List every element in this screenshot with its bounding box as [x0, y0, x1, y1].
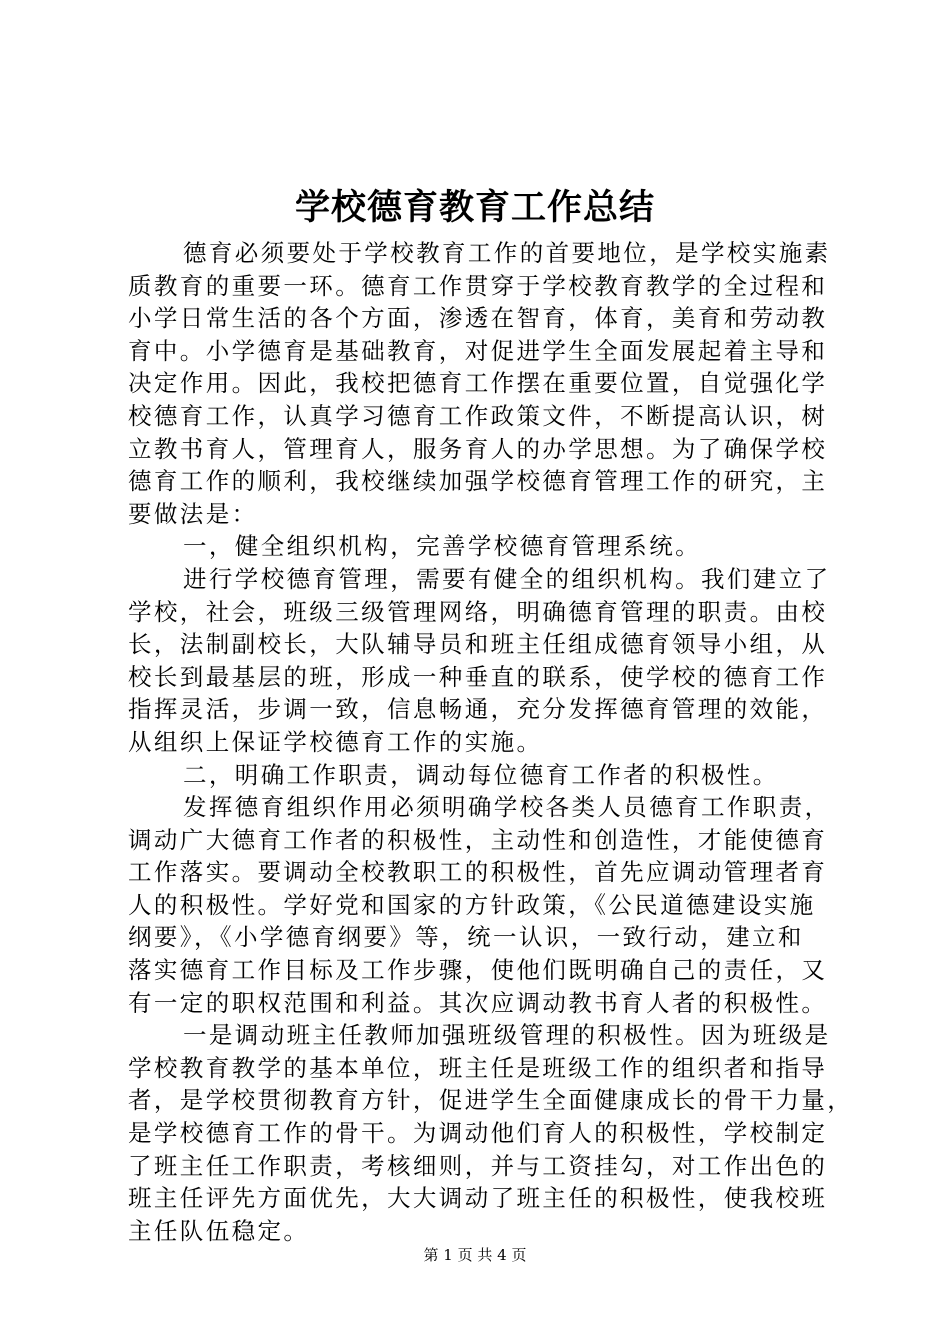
text-line: 人的积极性。学好党和国家的方针政策，《公民道德建设实施	[128, 890, 816, 919]
document-title: 学校德育教育工作总结	[294, 187, 655, 228]
text-line: 纲要》，《小学德育纲要》等，统一认识，一致行动，建立和	[128, 923, 804, 952]
text-line: 进行学校德育管理，需要有健全的组织机构。我们建立了	[183, 564, 831, 593]
text-line: 发挥德育组织作用必须明确学校各类人员德育工作职责，	[183, 793, 831, 822]
text-line: 学校，社会，班级三级管理网络，明确德育管理的职责。由校	[128, 597, 828, 626]
text-line: 德育工作的顺利，我校继续加强学校德育管理工作的研究，主	[128, 467, 828, 496]
text-line: 是学校德育工作的骨干。为调动他们育人的积极性，学校制定	[128, 1119, 828, 1148]
text-line: 指挥灵活，步调一致，信息畅通，充分发挥德育管理的效能，	[128, 695, 828, 724]
text-line: 主任队伍稳定。	[128, 1216, 310, 1245]
text-line: 工作落实。要调动全校教职工的积极性，首先应调动管理者育	[128, 858, 828, 887]
text-line: 决定作用。因此，我校把德育工作摆在重要位置，自觉强化学	[128, 369, 828, 398]
text-line: 二，明确工作职责，调动每位德育工作者的积极性。	[183, 760, 779, 789]
document-body	[128, 237, 854, 1247]
text-line: 要做法是：	[128, 499, 258, 528]
text-line: 学校教育教学的基本单位，班主任是班级工作的组织者和指导	[128, 1053, 828, 1082]
text-line: 班主任评先方面优先，大大调动了班主任的积极性，使我校班	[128, 1184, 828, 1213]
text-line: 一是调动班主任教师加强班级管理的积极性。因为班级是	[183, 1021, 831, 1050]
text-line: 调动广大德育工作者的积极性，主动性和创造性，才能使德育	[128, 825, 828, 854]
text-line: 落实德育工作目标及工作步骤，使他们既明确自己的责任，又	[128, 956, 828, 985]
text-line: 校长到最基层的班，形成一种垂直的联系，使学校的德育工作	[128, 662, 828, 691]
text-line: 小学日常生活的各个方面，渗透在智育，体育，美育和劳动教	[128, 304, 828, 333]
text-line: 立教书育人，管理育人，服务育人的办学思想。为了确保学校	[128, 434, 828, 463]
text-line: 育中。小学德育是基础教育，对促进学生全面发展起着主导和	[128, 336, 828, 365]
text-line: 从组织上保证学校德育工作的实施。	[128, 727, 543, 756]
text-line: 德育必须要处于学校教育工作的首要地位，是学校实施素	[183, 239, 831, 267]
text-line: 一，健全组织机构，完善学校德育管理系统。	[183, 532, 701, 561]
text-line: 校德育工作，认真学习德育工作政策文件，不断提高认识，树	[128, 401, 828, 430]
text-line: 质教育的重要一环。德育工作贯穿于学校教育教学的全过程和	[128, 271, 828, 300]
text-line: 者，是学校贯彻教育方针，促进学生全面健康成长的骨干力量，	[128, 1086, 854, 1115]
text-line: 了班主任工作职责，考核细则，并与工资挂勾，对工作出色的	[128, 1151, 828, 1180]
text-line: 长，法制副校长，大队辅导员和班主任组成德育领导小组，从	[128, 630, 828, 659]
page-footer: 第 1 页 共 4 页	[423, 1246, 527, 1264]
text-line: 有一定的职权范围和利益。其次应调动教书育人者的积极性。	[128, 988, 828, 1017]
